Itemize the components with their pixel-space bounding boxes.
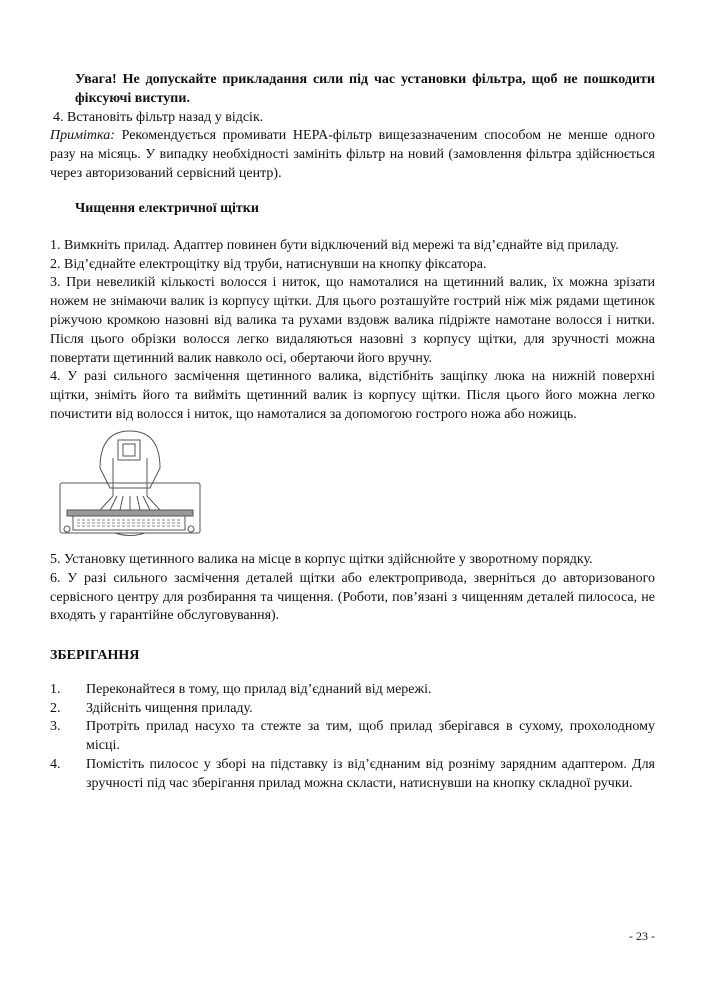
brush-step: 3. При невеликій кількості волосся і ниток, що намоталися на щетинний валик, їх можна зрізати ножем не знімаючи валик із корпусу щітки. Для цього розташуйте гострий ніж між рядами щетинок ріжучою кромкою назовні від валика та рухами вздовж валика підріжте намотане волосся і нитки. Після цього обрізки волосся легко видаляються назовні з корпусу щітки, для зручності можна повертати щетинний валик навколо осі, обертаючи його вручну. — [50, 275, 655, 366]
item-number: 3. — [50, 719, 61, 735]
storage-section — [50, 647, 655, 794]
storage-heading: ЗБЕРІГАННЯ — [50, 648, 140, 663]
brush-section-after — [50, 551, 655, 626]
list-item — [50, 700, 655, 719]
item-text: Помістіть пилосос у зборі на підставку із від’єднаним від розніму зарядним адаптером. Для зручності під час зберігання прилад можна скласти, натиснувши на кнопку складної ручки. — [86, 756, 655, 791]
item-number: 4. — [50, 756, 61, 772]
brush-step: 4. У разі сильного засмічення щетинного валика, відстібніть защіпку люка на нижній поверхні щітки, зніміть його та вийміть щетинний валик із корпусу щітки. Після цього його можна легко почистити від волосся і ниток, що намоталися за допомогою гострого ножа або ножиць. — [50, 369, 655, 422]
list-item — [50, 756, 655, 794]
brush-section — [50, 200, 655, 425]
list-item — [50, 718, 655, 756]
item-text: Протріть прилад насухо та стежте за тим, щоб прилад зберігався в сухому, прохолодному місці. — [86, 719, 655, 754]
brush-head-illustration — [55, 428, 203, 538]
item-text: Переконайтеся в тому, що прилад від’єднаний від мережі. — [86, 681, 432, 697]
note — [50, 127, 655, 183]
brush-step: 5. Установку щетинного валика на місце в корпус щітки здійснюйте у зворотному порядку. — [50, 552, 593, 567]
filter-step-4: 4. Встановіть фільтр назад у відсік. — [53, 109, 264, 125]
item-number: 2. — [50, 700, 61, 716]
warning-text: Увага! Не допускайте прикладання сили під час установки фільтра, щоб не пошкодити фіксуючі виступи. — [75, 72, 655, 106]
brush-step: 1. Вимкніть прилад. Адаптер повинен бути відключений від мережі та від’єднайте від приладу. — [50, 237, 619, 253]
filter-section — [50, 71, 655, 184]
note-label: Примітка: — [50, 128, 115, 144]
list-item — [50, 681, 655, 700]
brush-step: 6. У разі сильного засмічення деталей щітки або електропривода, зверніться до авторизованого сервісного центру для розбирання та чищення. (Роботи, пов’язані з чищенням деталей пилососа, не входять у гарантійне обслуговування). — [50, 570, 655, 624]
storage-list — [50, 681, 655, 794]
item-number: 1. — [50, 681, 61, 697]
brush-step: 2. Від’єднайте електрощітку від труби, натиснувши на кнопку фіксатора. — [50, 256, 487, 272]
item-text: Здійсніть чищення приладу. — [86, 700, 253, 716]
brush-heading: Чищення електричної щітки — [75, 201, 259, 216]
page-number: - 23 - — [629, 929, 655, 943]
note-text: Рекомендується промивати HEPA-фільтр вищезазначеним способом не менше одного разу на місяць. У випадку необхідності замініть фільтр на новий (замовлення фільтра здійснюється через авторизований сервісний центр). — [50, 128, 655, 181]
